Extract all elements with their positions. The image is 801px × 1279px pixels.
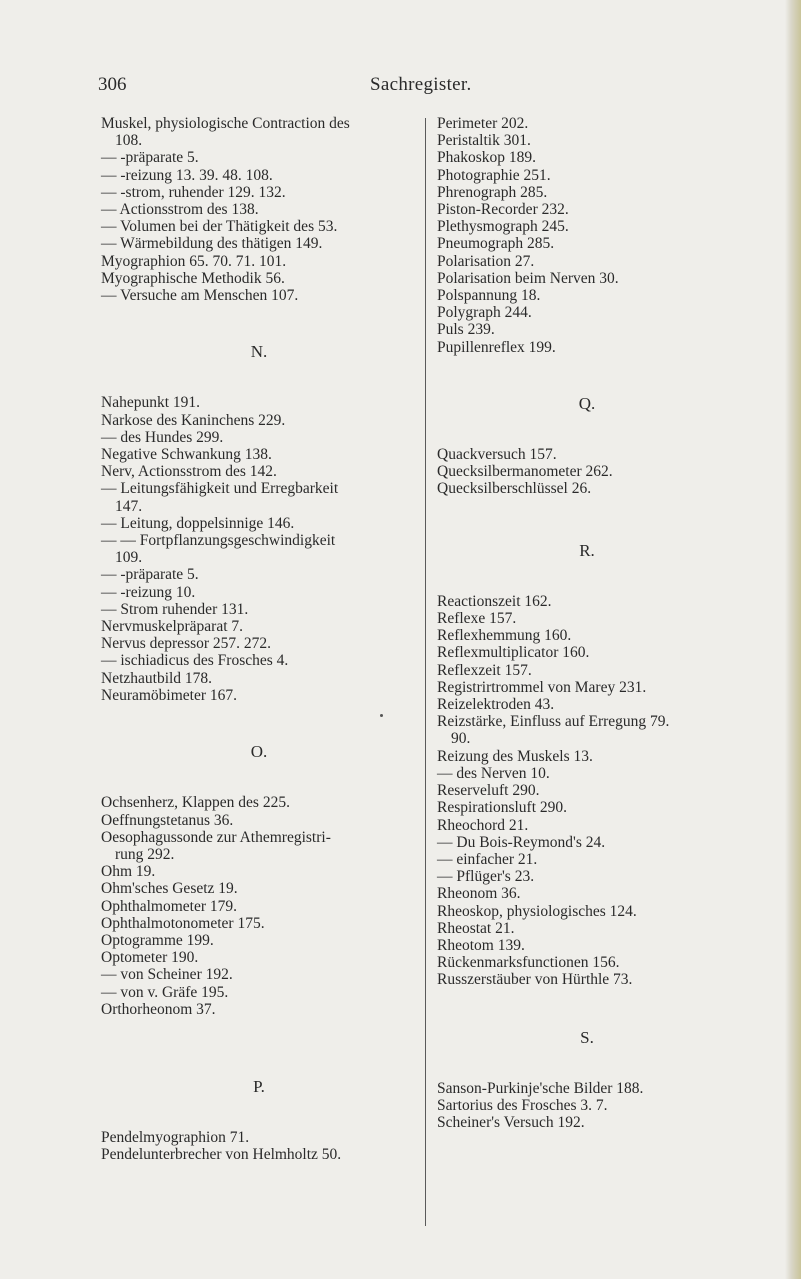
index-entry: Plethysmograph 245. xyxy=(437,218,569,236)
index-entry: Pendelmyographion 71. xyxy=(101,1129,250,1147)
index-entry: Optogramme 199. xyxy=(101,931,214,949)
index-entry: Reserveluft 290. xyxy=(437,782,540,800)
index-entry: Sanson-Purkinje'sche Bilder 188. xyxy=(437,1079,644,1097)
index-entry: Polspannung 18. xyxy=(437,287,541,305)
index-entry: — Strom ruhender 131. xyxy=(101,600,249,618)
index-entry: Reflexzeit 157. xyxy=(437,661,532,679)
index-entry: Quackversuch 157. xyxy=(437,446,557,464)
index-entry: Oesophagussonde zur Athemregistri- xyxy=(101,828,331,846)
index-entry: Ohm 19. xyxy=(101,863,156,881)
section-letter-r: R. xyxy=(579,540,595,560)
index-entry: Rheotom 139. xyxy=(437,936,525,954)
section-letter-s: S. xyxy=(580,1027,594,1047)
index-block-p xyxy=(101,1129,417,1163)
index-entry: Ohm'sches Gesetz 19. xyxy=(101,880,238,898)
page-edge-shadow xyxy=(785,0,801,1279)
section-letter-o: O. xyxy=(250,742,268,762)
section-letter-q: Q. xyxy=(578,393,596,413)
index-entry: Optometer 190. xyxy=(101,949,199,967)
index-entry: Phrenograph 285. xyxy=(437,183,548,201)
index-entry: Polygraph 244. xyxy=(437,304,532,322)
index-block-p-continued xyxy=(437,115,777,356)
index-entry: Rückenmarksfunctionen 156. xyxy=(437,954,620,972)
index-entry: — Volumen bei der Thätigkeit des 53. xyxy=(101,218,338,236)
index-block-s xyxy=(437,1080,777,1132)
index-entry: Rheonom 36. xyxy=(437,885,521,903)
index-entry: — einfacher 21. xyxy=(437,850,538,868)
index-entry: Polarisation 27. xyxy=(437,252,535,270)
index-entry: — Versuche am Menschen 107. xyxy=(101,287,299,305)
index-block-n xyxy=(101,394,417,704)
running-title: Sachregister. xyxy=(370,74,472,95)
index-block-o xyxy=(101,794,417,1018)
index-entry: Pendelunterbrecher von Helmholtz 50. xyxy=(101,1146,342,1164)
index-entry: Muskel, physiologische Contraction des xyxy=(101,115,350,132)
index-entry: Photographie 251. xyxy=(437,166,551,184)
index-entry: Myographion 65. 70. 71. 101. xyxy=(101,252,287,270)
index-entry: Reflexhemmung 160. xyxy=(437,627,572,645)
index-entry: Perimeter 202. xyxy=(437,115,529,132)
index-entry: — Actionsstrom des 138. xyxy=(101,201,259,219)
index-entry: Respirationsluft 290. xyxy=(437,799,568,817)
index-entry: Neuramöbimeter 167. xyxy=(101,686,238,704)
index-entry: Pneumograph 285. xyxy=(437,235,555,253)
page-header xyxy=(0,74,801,98)
index-entry: — Wärmebildung des thätigen 149. xyxy=(101,235,323,253)
index-entry: — -präparate 5. xyxy=(101,149,199,167)
index-entry: Nervus depressor 257. 272. xyxy=(101,635,272,653)
index-entry: Netzhautbild 178. xyxy=(101,669,213,687)
left-column xyxy=(101,115,417,1164)
index-block-q xyxy=(437,446,777,498)
index-block-m xyxy=(101,115,417,304)
index-entry: Reizung des Muskels 13. xyxy=(437,747,593,765)
index-entry: 109. xyxy=(115,549,143,567)
index-entry: Quecksilberschlüssel 26. xyxy=(437,480,592,498)
index-entry: 147. xyxy=(115,497,143,515)
index-block-r xyxy=(437,593,777,989)
page-number: 306 xyxy=(98,74,127,95)
index-entry: Narkose des Kaninchens 229. xyxy=(101,411,286,429)
index-entry: — -reizung 10. xyxy=(101,583,196,601)
index-entry: 90. xyxy=(451,730,471,748)
index-entry: — Leitungsfähigkeit und Erregbarkeit xyxy=(101,480,339,498)
index-entry: Nervmuskelpräparat 7. xyxy=(101,618,244,636)
index-entry: — von v. Gräfe 195. xyxy=(101,983,229,1001)
index-entry: Ochsenherz, Klappen des 225. xyxy=(101,794,290,812)
index-entry: Rheochord 21. xyxy=(437,816,529,834)
index-entry: Reflexe 157. xyxy=(437,610,517,628)
index-entry: Piston-Recorder 232. xyxy=(437,201,569,219)
index-entry: Scheiner's Versuch 192. xyxy=(437,1114,585,1132)
index-entry: Ophthalmotonometer 175. xyxy=(101,914,265,932)
index-entry: — des Nerven 10. xyxy=(437,764,550,782)
index-entry: Rheostat 21. xyxy=(437,919,515,937)
index-entry: Myographische Methodik 56. xyxy=(101,269,285,287)
index-entry: Russzerstäuber von Hürthle 73. xyxy=(437,971,633,989)
index-entry: — Du Bois-Reymond's 24. xyxy=(437,833,606,851)
index-entry: Rheoskop, physiologisches 124. xyxy=(437,902,637,920)
index-entry: — Pflüger's 23. xyxy=(437,868,535,886)
section-letter-n: N. xyxy=(250,342,268,362)
index-entry: Registrirtrommel von Marey 231. xyxy=(437,678,647,696)
index-entry: — -strom, ruhender 129. 132. xyxy=(101,183,286,201)
index-entry: Negative Schwankung 138. xyxy=(101,446,272,464)
index-entry: Reizstärke, Einfluss auf Erregung 79. xyxy=(437,713,670,731)
index-entry: — von Scheiner 192. xyxy=(101,966,233,984)
index-entry: Phakoskop 189. xyxy=(437,149,537,167)
index-entry: Nerv, Actionsstrom des 142. xyxy=(101,463,277,481)
index-entry: Orthorheonom 37. xyxy=(101,1000,216,1018)
index-entry: Polarisation beim Nerven 30. xyxy=(437,269,619,287)
index-entry: rung 292. xyxy=(115,845,175,863)
index-entry: Ophthalmometer 179. xyxy=(101,897,238,915)
index-entry: — des Hundes 299. xyxy=(101,428,224,446)
index-entry: Reizelektroden 43. xyxy=(437,696,555,714)
index-entry: — -reizung 13. 39. 48. 108. xyxy=(101,166,273,184)
index-entry: Reactionszeit 162. xyxy=(437,592,552,610)
index-entry: Oeffnungstetanus 36. xyxy=(101,811,234,829)
index-entry: Quecksilbermanometer 262. xyxy=(437,463,613,481)
index-entry: — Leitung, doppelsinnige 146. xyxy=(101,514,295,532)
index-entry: Sartorius des Frosches 3. 7. xyxy=(437,1096,608,1114)
column-divider xyxy=(425,118,426,1226)
index-entry: Peristaltik 301. xyxy=(437,132,531,150)
index-entry: Nahepunkt 191. xyxy=(101,394,201,412)
index-entry: 108. xyxy=(115,132,143,150)
index-entry: — ischiadicus des Frosches 4. xyxy=(101,652,289,670)
index-entry: — -präparate 5. xyxy=(101,566,199,584)
section-letter-p: P. xyxy=(253,1076,265,1096)
right-column xyxy=(437,115,777,1131)
index-entry: — — Fortpflanzungsgeschwindigkeit xyxy=(101,532,336,550)
index-entry: Reflexmultiplicator 160. xyxy=(437,644,590,662)
index-entry: Pupillenreflex 199. xyxy=(437,338,556,356)
index-entry: Puls 239. xyxy=(437,321,495,339)
